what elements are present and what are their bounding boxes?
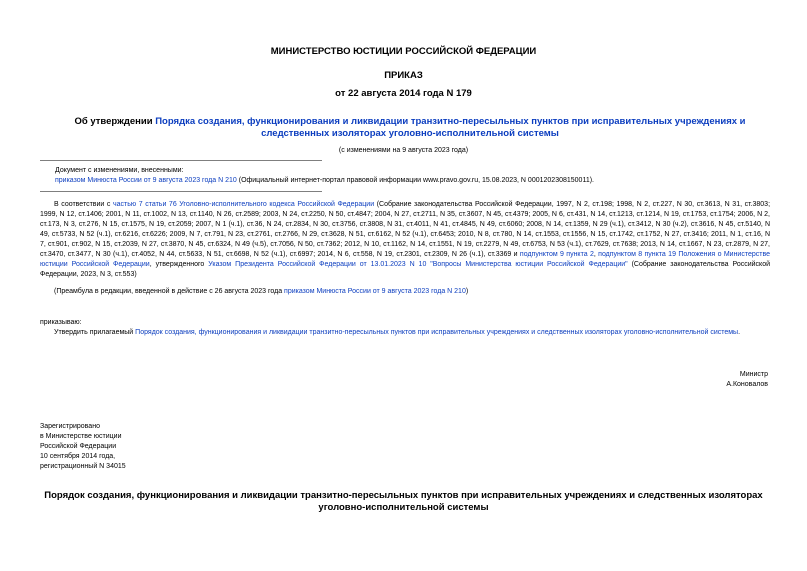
changes-note: (с изменениями на 9 августа 2023 года) (338, 147, 469, 154)
registration-line: 10 сентября 2014 года, (40, 453, 116, 460)
presidential-decree-link[interactable]: Указом Президента Российской Федерации от 13.01.2023 N 10 "Вопросы Министерства юстиции Российской Федерации" (208, 261, 628, 268)
preamble-text-2: (Собрание законодательства Российской Федерации, 1997, N 2, ст.198; 1998, N 2, ст.227, N 30, ст.3613, N 31, ст.3803; 1999, N 12, ст.1406; 2001, N 11, ст.1002, N 13, ст.1140, N 26, ст.2589; 2003, N 24, ст.2250, N 50, ст.4847; 2004, N 27, ст.2711, N 35, ст.3607, N 45, ст.4379; 2005, N 6, ст.431, N 14, ст.1213, ст.1214, N 19, ст.1753, ст.1754; 2006, N 2, ст.173, N 3, ст.276, N 15, ст.1575, N 19, ст.2059; 2007, N 1 (ч.1), ст.36, N 24, ст.2834, N 30, ст.3756, ст.3808, N 31, ст.4011, N 41, ст.4845, N 49, ст.6060; 2008, N 14, ст.1359, N 29 (ч.1), ст.3412, N 30 (ч.2), ст.3616, N 45, ст.5140, N 49, ст.5733, N 52 (ч.1), ст.6216, ст.6226; 2009, N 7, ст.791, N 23, ст.2761, ст.2766, N 29, ст.3628, N 51, ст.6162, N 52 (ч.1), ст.6453; 2010, N 8, ст.780, N 14, ст.1553, ст.1556, N 15, ст.1742, ст.1752, N 27, ст.3416; 2011, N 1, ст.16, N 7, ст.901, ст.902, N 15, ст.2039, N 27, ст.3870, N 45, ст.6324, N 49 (ч.5), ст.7056, N 50, ст.7362; 2012, N 10, ст.1162, N 14, ст.1551, N 19, ст.2279, N 49, ст.6753, N 53 (ч.1), ст.7629, ст.7638; 2013, N 14, ст.1667, N 23, ст.2879, N 27, ст.3470, ст.3477, N 30 (ч.1), ст.4052, N 44, ст.5633, N 51, ст.6698, N 52 (ч.1), ст.6997; 2014, N 6, ст.558, N 19, ст.2301, ст.2309, N 26 (ч.1), ст.3369 и (40, 201, 771, 258)
preamble-note-text: (Преамбула в редакции, введенной в действие с 26 августа 2023 года (54, 288, 285, 295)
divider-bottom (40, 191, 322, 192)
order-heading: ПРИКАЗ (384, 70, 423, 81)
order-word: приказываю: (40, 319, 82, 326)
registration-line: Зарегистрировано (40, 423, 100, 430)
approve-paragraph (54, 328, 774, 338)
divider-top (40, 160, 322, 161)
preamble-note-link[interactable]: приказом Минюста России от 9 августа 2023 года N 210 (284, 288, 466, 295)
subparagraph-9-link[interactable]: подпунктом 9 пункта 2 (519, 251, 594, 258)
preamble-text-1: В соответствии с (54, 201, 114, 208)
document-title (60, 116, 760, 140)
amendment-source-text: (Официальный интернет-портал правовой информации www.pravo.gov.ru, 15.08.2023, N 0001202308150011). (236, 177, 594, 184)
order-date: от 22 августа 2014 года N 179 (335, 88, 472, 99)
registration-line: Российской Федерации (40, 443, 117, 450)
title-link[interactable]: Порядка создания, функционирования и ликвидации транзитно-пересыльных пунктов при исправительных учреждениях и следственных изоляторах уголовно-исполнительной системы (155, 116, 746, 139)
regulation-link[interactable]: подпунктом 8 пункта 19 Положения о Министерстве юстиции Российской Федерации (40, 251, 770, 268)
preamble-note (54, 287, 468, 297)
preamble-note-end: ) (465, 288, 469, 295)
title-prefix: Об утверждении (74, 116, 156, 127)
procedure-title: Порядок создания, функционирования и ликвидации транзитно-пересыльных пунктов при исправительных учреждениях и следственных изоляторах уголовно-исполнительной системы (44, 490, 763, 513)
preamble-text-4: , утвержденного (149, 261, 209, 268)
procedure-link[interactable]: Порядок создания, функционирования и ликвидации транзитно-пересыльных пунктов при исправительных учреждениях и следственных изоляторах уголовно-исполнительной системы (135, 329, 739, 336)
registration-line: в Министерстве юстиции (40, 433, 122, 440)
registration-line: регистрационный N 34015 (40, 463, 126, 470)
changes-source (55, 176, 775, 186)
code-article-link[interactable]: частью 7 статьи 76 Уголовно-исполнительного кодекса Российской Федерации (113, 201, 375, 208)
changes-label: Документ с изменениями, внесенными: (55, 167, 184, 174)
preamble-text-3: , (593, 251, 599, 258)
registration-block (40, 422, 126, 472)
signature-post: Министр (739, 371, 768, 378)
approve-end: . (738, 329, 741, 336)
approve-text: Утвердить прилагаемый (54, 329, 136, 336)
ministry-name: МИНИСТЕРСТВО ЮСТИЦИИ РОССИЙСКОЙ ФЕДЕРАЦИИ (270, 46, 537, 57)
preamble (40, 200, 770, 280)
signature-name: А.Коновалов (726, 381, 768, 388)
amendment-order-link[interactable]: приказом Минюста России от 9 августа 2023 года N 210 (55, 177, 237, 184)
preamble-text-5: (Собрание законодательства Российской Федерации, 2023, N 3, ст.553) (40, 261, 770, 278)
